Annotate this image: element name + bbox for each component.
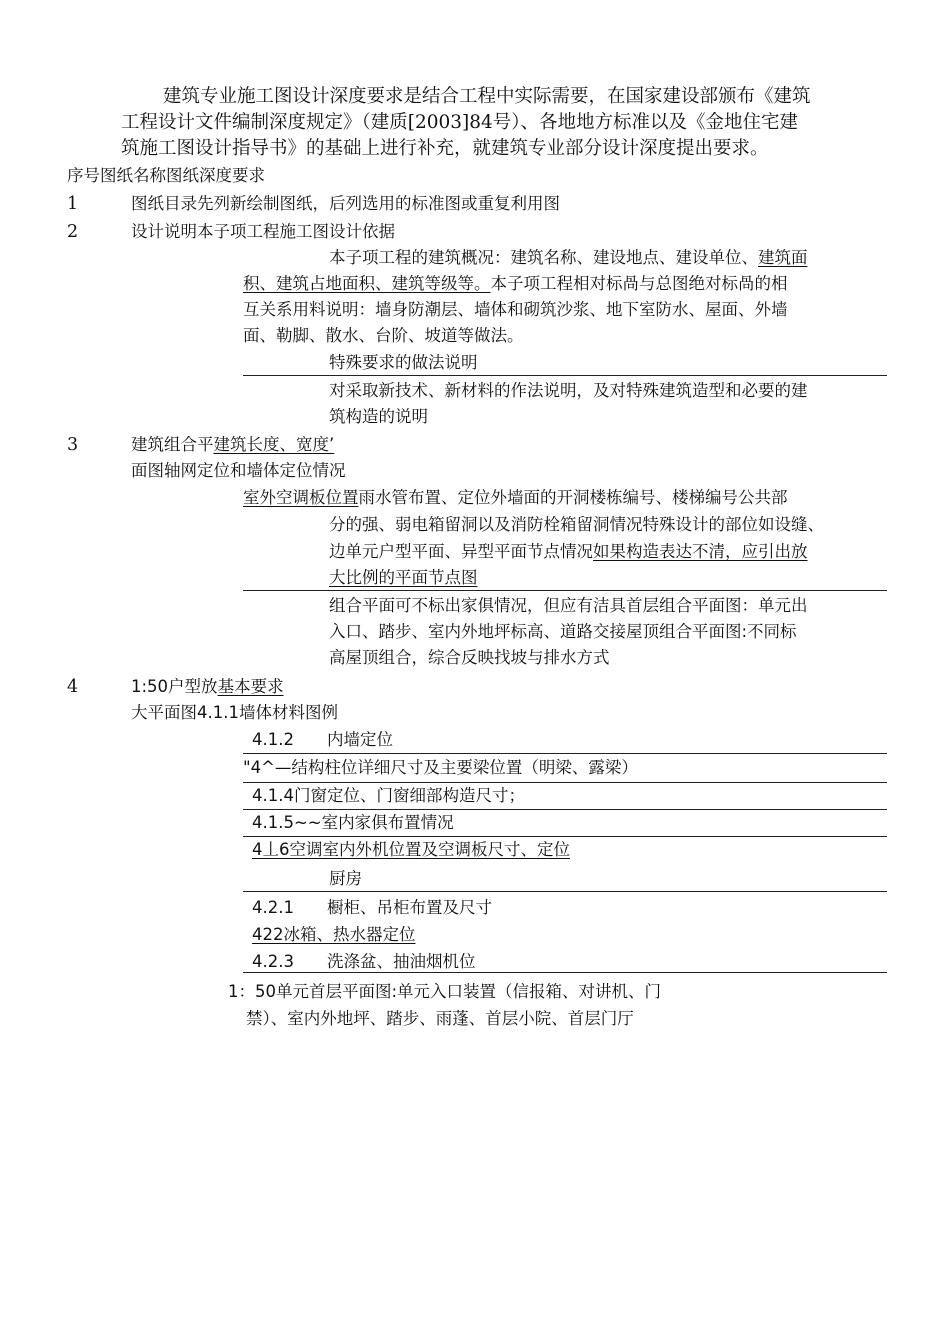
row-2-overview-line-1: 本子项工程的建筑概况：建筑名称、建设地点、建设单位、建筑面	[329, 248, 808, 267]
row-3-combined-line-2: 入口、踏步、室内外地坪标高、道路交接屋顶组合平面图:不同标	[329, 622, 797, 641]
row-2-overview-line-3: 互关系用料说明：墙身防潮层、墙体和砌筑沙浆、地下室防水、屋面、外墙	[243, 300, 788, 319]
row-2-title: 设计说明本子项工程施工图设计依据	[131, 222, 395, 241]
intro-line-2: 工程设计文件编制深度规定》（建质[2003]84号）、各地地方标准以及《金地住宅建	[121, 112, 799, 133]
row-4-divider-4	[243, 836, 887, 837]
row-3-divider	[243, 590, 887, 591]
row-3-number: 3	[67, 435, 79, 455]
row-3-plan-line-1: 室外空调板位置雨水管布置、定位外墙面的开洞楼栋编号、楼梯编号公共部	[243, 488, 788, 507]
row-2-newtech-line-2: 筑构造的说明	[329, 407, 428, 426]
item-4-1-2-number: 4.1.2	[252, 730, 294, 749]
row-4-divider-6	[243, 972, 887, 973]
item-4-1-4: 4.1.4门窗定位、门窗细部构造尺寸；	[252, 786, 525, 805]
item-4-1-2-text: 内墙定位	[327, 730, 393, 749]
row-4-title-line-2: 大平面图4.1.1墙体材料图例	[131, 703, 338, 722]
item-4-2-1-text: 橱柜、吊柜布置及尺寸	[327, 898, 492, 917]
row-4-title-line-1: 1:50户型放基本要求	[131, 677, 284, 696]
unit-plan-line-1: 1：50单元首层平面图:单元入口装置（信报箱、对讲机、门	[228, 982, 662, 1001]
item-4-1-5: 4.1.5~~室内家俱布置情况	[252, 813, 454, 832]
row-3-combined-line-3: 高屋顶组合，综合反映找坡与排水方式	[329, 648, 610, 667]
row-2-overview-line-4: 面、勒脚、散水、台阶、坡道等做法。	[243, 326, 524, 345]
item-4-2-2: 422冰箱、热水器定位	[252, 925, 416, 944]
row-2-number: 2	[67, 222, 79, 242]
row-3-title-line-2: 面图轴网定位和墙体定位情况	[131, 461, 346, 480]
row-3-combined-line-1: 组合平面可不标出家俱情况，但应有洁具首层组合平面图：单元出	[329, 596, 808, 615]
kitchen-heading: 厨房	[329, 869, 362, 888]
item-4-2-3-text: 洗涤盆、抽油烟机位	[327, 952, 476, 971]
row-2-divider-1	[243, 375, 887, 376]
row-3-title-line-1: 建筑组合平建筑长度、宽度’	[131, 435, 335, 454]
item-4-1-3: "4^—结构柱位详细尺寸及主要梁位置（明梁、露梁）	[243, 758, 638, 777]
item-4-2-1-number: 4.2.1	[252, 898, 294, 917]
intro-line-3: 筑施工图设计指导书》的基础上进行补充，就建筑专业部分设计深度提出要求。	[121, 138, 769, 159]
row-4-divider-2	[243, 782, 887, 783]
row-4-divider-3	[243, 809, 887, 810]
row-1-text: 图纸目录先列新绘制图纸，后列选用的标准图或重复利用图	[131, 194, 560, 213]
row-4-divider-5	[243, 891, 887, 892]
intro-line-1: 建筑专业施工图设计深度要求是结合工程中实际需要，在国家建设部颁布《建筑	[163, 86, 811, 107]
row-2-newtech-line-1: 对采取新技术、新材料的作法说明，及对特殊建筑造型和必要的建	[329, 381, 808, 400]
item-4-2-3-number: 4.2.3	[252, 952, 294, 971]
item-4-1-6: 4丄6空调室内外机位置及空调板尺寸、定位	[252, 840, 570, 859]
table-header: 序号图纸名称图纸深度要求	[67, 166, 265, 185]
row-1-number: 1	[67, 194, 79, 214]
row-3-plan-line-3: 边单元户型平面、异型平面节点情况如果构造表达不清，应引出放	[329, 542, 808, 561]
unit-plan-line-2: 禁）、室内外地坪、踏步、雨蓬、首层小院、首层门厅	[246, 1009, 634, 1028]
row-4-divider-1	[243, 753, 887, 754]
row-2-overview-line-2: 积、建筑占地面积、建筑等级等。本子项工程相对标咼与总图绝对标咼的相	[243, 274, 788, 293]
row-4-number: 4	[67, 677, 79, 697]
row-3-plan-line-4: 大比例的平面节点图	[329, 568, 478, 587]
row-3-plan-line-2: 分的强、弱电箱留洞以及消防栓箱留洞情况特殊设计的部位如设缝、	[329, 515, 824, 534]
row-2-special-notes: 特殊要求的做法说明	[329, 353, 478, 372]
